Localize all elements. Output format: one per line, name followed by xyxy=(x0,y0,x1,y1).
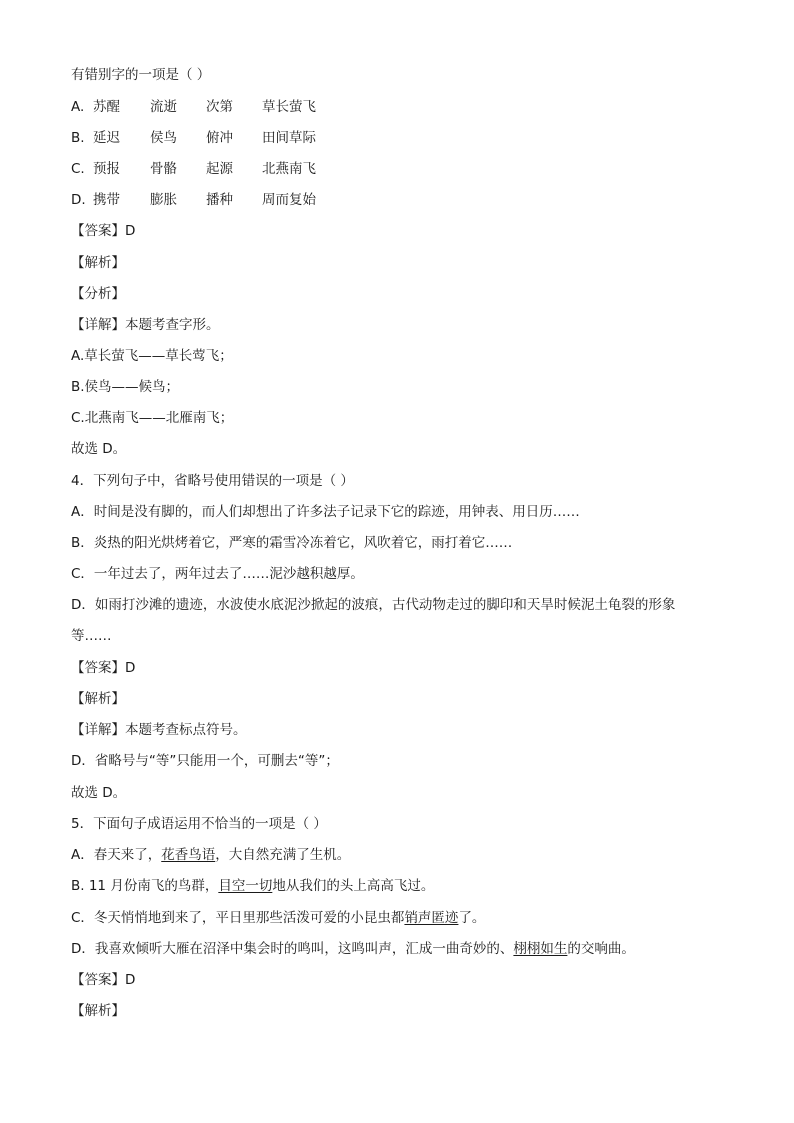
question-5-option-a xyxy=(71,846,350,864)
option-word: 北燕南飞 xyxy=(262,161,316,177)
option-word: 起源 xyxy=(206,161,233,177)
question-4-option-d-continued: 等…… xyxy=(71,628,112,644)
underlined-idiom: 目空一切 xyxy=(218,878,273,894)
question-3-correction-b: B.侯鸟——候鸟； xyxy=(71,379,180,395)
question-3-fenxi-heading: 【分析】 xyxy=(71,286,125,302)
option-key: D. xyxy=(71,192,86,208)
question-3-stem: 有错别字的一项是（ ） xyxy=(71,67,211,83)
underlined-idiom: 销声匿迹 xyxy=(404,910,459,926)
question-4-explanation: D．省略号与“等”只能用一个，可删去“等”； xyxy=(71,753,339,769)
question-4-answer: 【答案】D xyxy=(71,660,136,676)
question-5-option-b xyxy=(71,877,434,895)
question-3-option-d xyxy=(71,191,316,209)
question-4-option-c: C．一年过去了，两年过去了……泥沙越积越厚。 xyxy=(71,566,364,582)
question-3-correction-a: A.草长萤飞——草长莺飞； xyxy=(71,348,233,364)
option-text: 的交响曲。 xyxy=(567,941,635,957)
question-3-option-c xyxy=(71,160,316,178)
question-5-answer: 【答案】D xyxy=(71,972,136,988)
question-4-conclusion: 故选 D。 xyxy=(71,785,127,801)
question-4-option-d: D．如雨打沙滩的遗迹，水波使水底泥沙掀起的波痕，古代动物走过的脚印和天旱时候泥土龟裂的形象 xyxy=(71,597,676,613)
question-5-option-d xyxy=(71,940,635,958)
option-text: 地从我们的头上高高飞过。 xyxy=(272,878,435,894)
option-key: C. xyxy=(71,161,85,177)
question-3-option-a xyxy=(71,98,316,116)
option-word: 俯冲 xyxy=(206,130,233,146)
question-3-conclusion: 故选 D。 xyxy=(71,441,127,457)
underlined-idiom: 栩栩如生 xyxy=(513,941,568,957)
option-text: ，大自然充满了生机。 xyxy=(215,847,351,863)
question-5-option-c xyxy=(71,909,485,927)
option-word: 侯鸟 xyxy=(150,130,177,146)
option-word: 周而复始 xyxy=(262,192,316,208)
option-text: D．我喜欢倾听大雁在沼泽中集会时的鸣叫，这鸣叫声，汇成一曲奇妙的、 xyxy=(71,941,514,957)
option-text: A．春天来了， xyxy=(71,847,162,863)
option-text: B. 11 月份南飞的鸟群， xyxy=(71,878,219,894)
question-3-detail: 【详解】本题考查字形。 xyxy=(71,317,220,333)
option-text: C．冬天悄悄地到来了，平日里那些活泼可爱的小昆虫都 xyxy=(71,910,405,926)
option-key: A. xyxy=(71,99,85,115)
option-word: 播种 xyxy=(206,192,233,208)
question-4-option-a: A．时间是没有脚的，而人们却想出了许多法子记录下它的踪迹，用钟表、用日历…… xyxy=(71,504,580,520)
option-word: 预报 xyxy=(93,161,120,177)
option-word: 骨骼 xyxy=(150,161,177,177)
option-word: 延迟 xyxy=(93,130,120,146)
option-text: 了。 xyxy=(458,910,486,926)
question-3-correction-c: C.北燕南飞——北雁南飞； xyxy=(71,410,234,426)
question-4-option-b: B．炎热的阳光烘烤着它，严寒的霜雪冷冻着它，风吹着它，雨打着它…… xyxy=(71,535,513,551)
option-word: 流逝 xyxy=(150,99,177,115)
question-4-jiexi-heading: 【解析】 xyxy=(71,691,125,707)
option-word: 田间草际 xyxy=(262,130,316,146)
question-3-answer: 【答案】D xyxy=(71,223,136,239)
option-key: B. xyxy=(71,130,85,146)
option-word: 膨胀 xyxy=(150,192,177,208)
option-word: 携带 xyxy=(93,192,120,208)
underlined-idiom: 花香鸟语 xyxy=(161,847,216,863)
question-5-jiexi-heading: 【解析】 xyxy=(71,1003,125,1019)
option-word: 草长萤飞 xyxy=(262,99,316,115)
question-4-detail: 【详解】本题考查标点符号。 xyxy=(71,722,247,738)
option-word: 苏醒 xyxy=(93,99,120,115)
question-3-option-b xyxy=(71,129,316,147)
question-3-jiexi-heading: 【解析】 xyxy=(71,255,125,271)
option-word: 次第 xyxy=(206,99,233,115)
question-4-stem: 4．下列句子中，省略号使用错误的一项是（ ） xyxy=(71,473,354,489)
question-5-stem: 5．下面句子成语运用不恰当的一项是（ ） xyxy=(71,816,327,832)
